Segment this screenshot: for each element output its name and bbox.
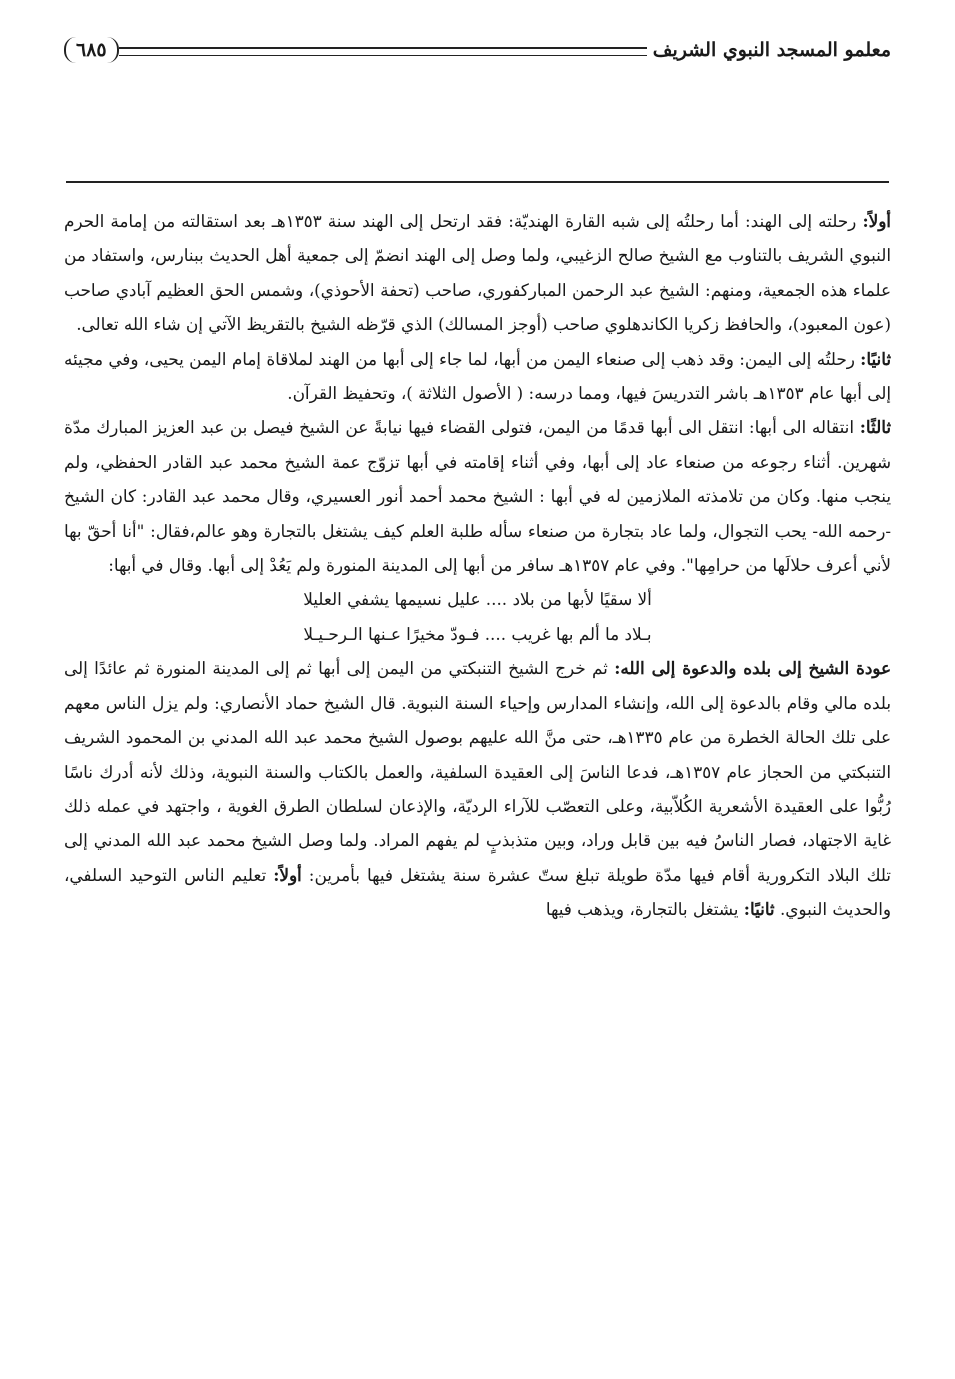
paragraph-lead: أولاً: xyxy=(862,211,891,231)
inline-label: ثانيًا: xyxy=(743,899,775,920)
running-header xyxy=(64,30,891,70)
paragraph-text: رحلتُه إلى اليمن: وقد ذهب إلى صنعاء اليمن من أبها، لما جاء إلى أبها من الهند لملاقاة إمام اليمن يحيى، وفي مجيئه إلى أبها عام ١٣٥٣هـ باشر التدريسَ فيها، ومما درسه: ( الأصول الثلاثة )، وتحفيظ القرآن. xyxy=(64,348,891,404)
paragraph-text: رحلته إلى الهند: أما رحلتُه إلى شبه القارة الهنديّة: فقد ارتحل إلى الهند سنة ١٣٥٣هـ بعد استقالته من إمامة الحرم النبوي الشريف بالتناوب مع الشيخ صالح الزغيبي، ولما وصل إلى الهند انضمّ إلى جمعية أهل الحديث ببنارس، واستفاد من علماء هذه الجمعية، ومنهم: الشيخ عبد الرحمن المباركفوري، صاحب (تحفة الأحوذي)، وشمس الحق العظيم آبادي صاحب (عون المعبود)، والحافظ زكريا الكاندهلوي صاحب (أوجز المسالك) الذي قرّظه الشيخ بالتقريظ الآتي إن شاء الله تعالى. xyxy=(64,211,891,335)
paragraph-abha xyxy=(64,410,891,582)
paragraph-yemen xyxy=(64,342,891,411)
inline-label: أولاً: xyxy=(273,864,302,885)
separator-rule xyxy=(66,181,889,183)
paragraph-text: يشتغل بالتجارة، ويذهب فيها xyxy=(545,899,744,920)
paragraph-lead: عودة الشيخ إلى بلده والدعوة إلى الله: xyxy=(614,658,891,679)
page-number: ٦٨٥ xyxy=(64,37,119,63)
paragraph-text: انتقاله الى أبها: انتقل الى أبها قدمًا من اليمن، فتولى القضاء فيها نيابةً عن الشيخ فيصل بن عبد العزيز المبارك مدّة شهرين. أثناء رجوعه من صنعاء عاد إلى أبها، وفي أثناء إقامته في أبها تزوّج عمة الشيخ محمد عبد القادر الحفظي، ولم ينجب منها. وكان من تلامذته الملازمين له في أبها : الشيخ محمد أحمد أنور العسيري، وقال محمد عبد القادر: كان الشيخ -رحمه الله- يحب التجوال، ولما عاد بتجارة من صنعاء سأله طلبة العلم كيف يشتغل بالتجارة وهو عالم،فقال: "أنا أحقّ بها لأني أعرف حلالَها من حرامِها". وفي عام ١٣٥٧هـ سافر من أبها إلى المدينة المنورة ولم يَعُدْ إلى أبها. وقال في أبها: xyxy=(64,417,891,576)
paragraph-india xyxy=(64,204,891,342)
poem-verse: بـلاد ما ألم بها غريب .... فـودّ مخيرًا عـنها الـرحـيـلا xyxy=(303,623,652,644)
poem-verse: ألا سقيًا لأبها من بلاد .... عليل نسيمها يشفي العليلا xyxy=(303,589,652,610)
paragraph-lead: ثانيًا: xyxy=(860,348,891,369)
body-text xyxy=(64,204,891,927)
header-title: معلمو المسجد النبوي الشريف xyxy=(652,39,891,61)
paragraph-return xyxy=(64,651,891,926)
paragraph-lead: ثالثًا: xyxy=(859,417,891,438)
paragraph-text: تعليم الناس التوحيد السلفي، والحديث النبوي. xyxy=(64,864,891,920)
paragraph-text: ثم خرج الشيخ التنبكتي من اليمن إلى أبها ثم إلى المدينة المنورة ثم عائدًا إلى بلده مالي وقام بالدعوة إلى الله، وإنشاء المدارس وإحياء السنة النبوية. قال الشيخ حماد الأنصاري: ولم يزل الناس معهم على تلك الحالة الخطرة من عام ١٣٣٥هـ، حتى منَّ الله عليهم بوصول الشيخ محمد عبد الله المدني بن المحمود الشريف التنبكتي من الحجاز عام ١٣٥٧هـ، فدعا الناسَ إلى العقيدة السلفية، والعمل بالكتاب والسنة النبوية، وذلك لأنه أدرك ناسًا رُبُّوا على العقيدة الأشعرية الكُلاّبية، وعلى التعصّب للآراء الرديّة، والإذعان لسلطان الطرق الغوية ، واجتهد في عمله ذلك غاية الاجتهاد، فصار الناسُ فيه بين قابل وراد، وبين متذبذبٍ لم يفهم المراد. ولما وصل الشيخ محمد عبد الله المدني إلى تلك البلاد التكرورية أقام فيها مدّة طويلة تبلغ ستّ عشرة سنة يشتغل فيها بأمرين: xyxy=(64,658,891,885)
header-rule xyxy=(119,47,647,56)
